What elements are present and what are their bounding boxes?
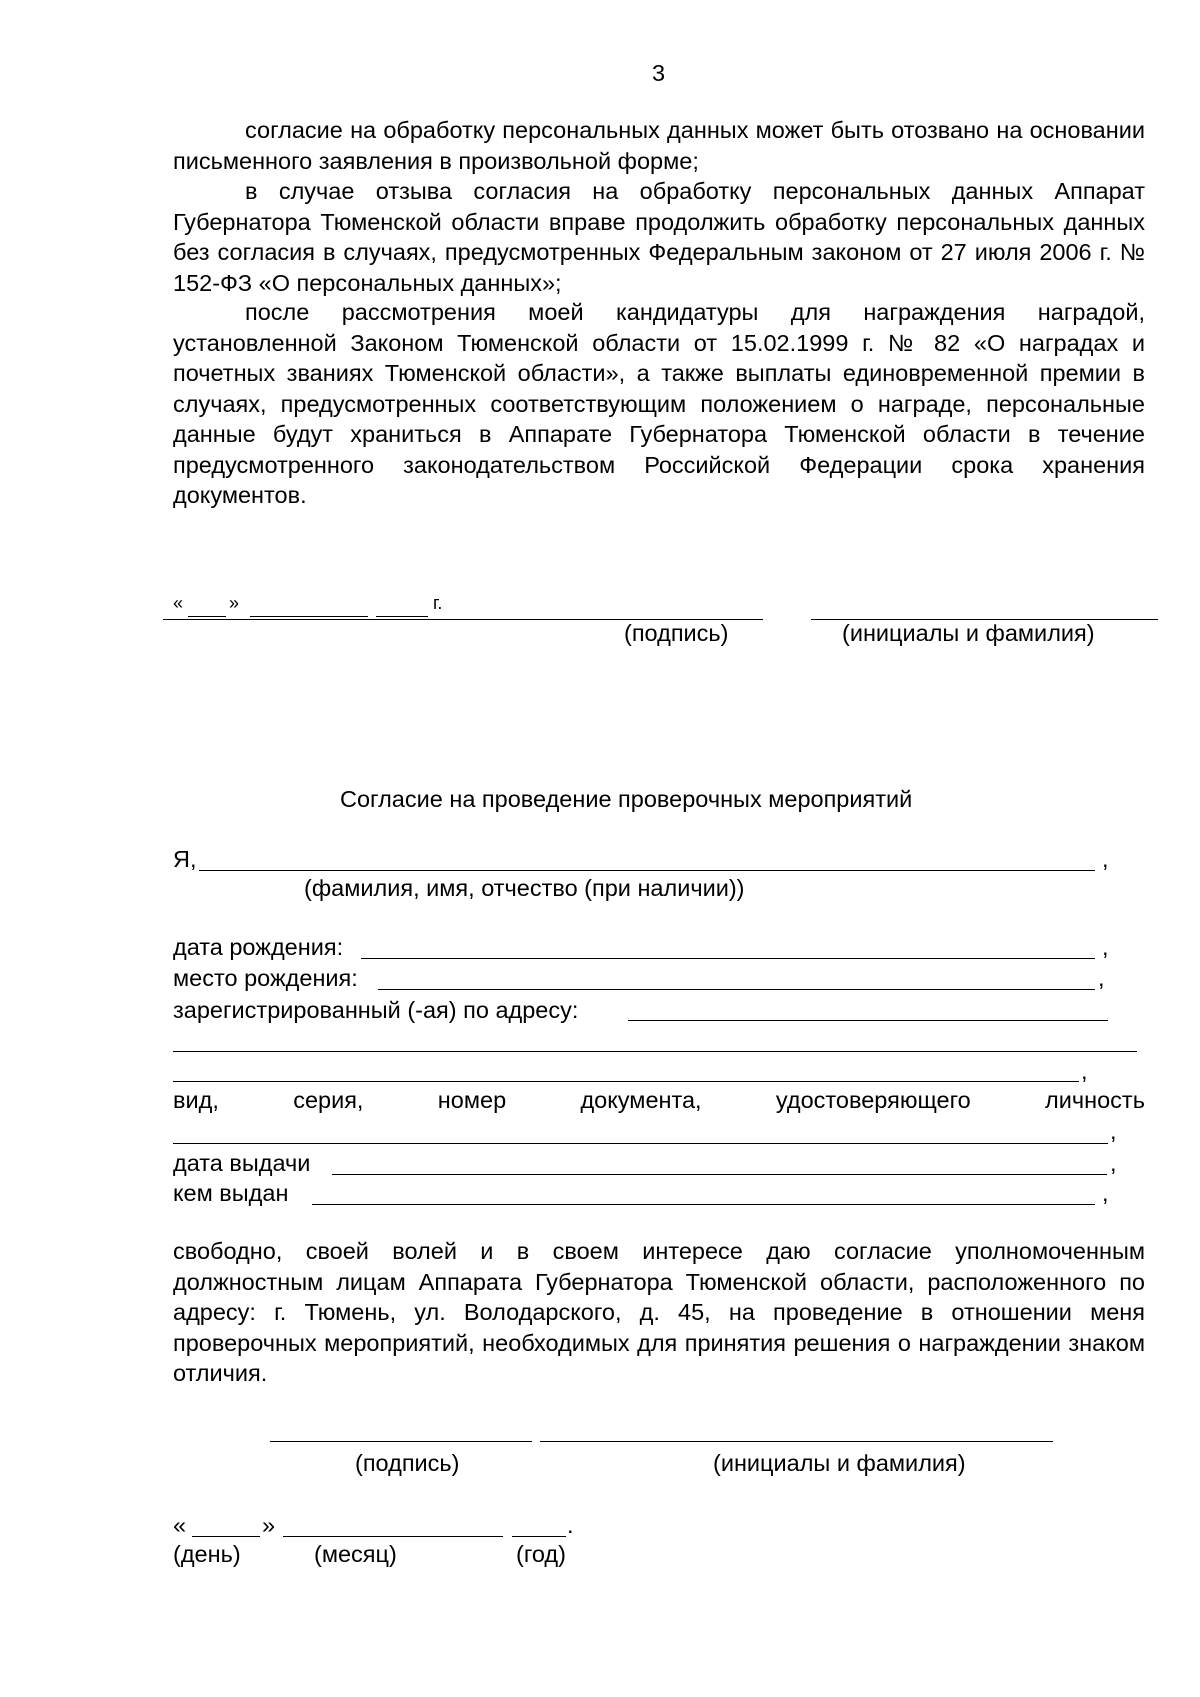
date-quote-open-2: « <box>173 1512 187 1538</box>
verification-title: Согласие на проведение проверочных мероприятий <box>340 786 913 812</box>
id-document-comma: , <box>1110 1118 1117 1144</box>
name-caption-1: (инициалы и фамилия) <box>842 620 1095 646</box>
consent-term-storage: после рассмотрения моей кандидатуры для награждения наградой, установленной Законом Тюменской области от 15.02.1999 г. № 82 «О наградах и почетных званиях Тюменской области», а также выплаты единовременной премии в случаях, предусмотренных соответствующим положением о награде, персональные данные будут храниться в Аппарате Губернатора Тюменской области в течение предусмотренного законодательством Российской Федерации срока хранения документов. <box>173 299 1145 508</box>
issue-date-comma: , <box>1110 1150 1117 1176</box>
issue-date-label: дата выдачи <box>173 1150 311 1176</box>
id-word: документа, <box>580 1087 702 1113</box>
day-caption: (день) <box>173 1541 241 1567</box>
i-label: Я, <box>173 846 197 872</box>
year-field[interactable] <box>512 1536 566 1537</box>
date-quote-open: « <box>173 593 184 613</box>
date-quote-close: » <box>229 593 240 613</box>
id-word: номер <box>437 1087 507 1113</box>
fio-caption: (фамилия, имя, отчество (при наличии)) <box>304 875 745 901</box>
birth-place-field[interactable] <box>378 989 1095 990</box>
issued-by-label: кем выдан <box>173 1180 289 1206</box>
id-document-label <box>173 1087 1145 1114</box>
month-field[interactable] <box>283 1536 503 1537</box>
month-blank[interactable] <box>250 616 368 617</box>
verification-consent-text: свободно, своей волей и в своем интересе даю согласие уполномоченным должностным лицам Аппарата Губернатора Тюменской области, расположенного по адресу: г. Тюмень, ул. Володарского, д. 45, на проведение в отношении меня проверочных мероприятий, необходимых для принятия решения о награждении знаком отличия. <box>173 1238 1145 1386</box>
fio-comma: , <box>1102 846 1109 872</box>
consent-term-continued-processing: в случае отзыва согласия на обработку персональных данных Аппарат Губернатора Тюменской области вправе продолжить обработку персональных данных без согласия в случаях, предусмотренных Федеральным законом от 27 июля 2006 г. № 152-ФЗ «О персональных данных»; <box>173 178 1145 296</box>
address-label: зарегистрированный (-ая) по адресу: <box>173 997 579 1023</box>
consent-term-revocation: согласие на обработку персональных данных может быть отозвано на основании письменного заявления в произвольной форме; <box>173 117 1145 174</box>
issue-date-field[interactable] <box>332 1174 1107 1175</box>
address-field[interactable] <box>628 1020 1108 1021</box>
id-word: серия, <box>293 1087 364 1113</box>
issued-by-field[interactable] <box>312 1204 1095 1205</box>
date-period: . <box>567 1512 574 1538</box>
id-word: личность <box>1045 1087 1145 1113</box>
id-word: вид, <box>173 1087 219 1113</box>
day-field[interactable] <box>192 1536 260 1537</box>
birth-date-label: дата рождения: <box>173 934 344 960</box>
issued-by-comma: , <box>1102 1180 1109 1206</box>
birth-place-comma: , <box>1098 965 1105 991</box>
address-comma: , <box>1081 1058 1088 1084</box>
birth-place-label: место рождения: <box>173 965 358 991</box>
year-suffix: г. <box>433 593 443 613</box>
fio-field[interactable] <box>199 870 1095 871</box>
year-caption: (год) <box>516 1541 566 1567</box>
birth-date-comma: , <box>1102 934 1109 960</box>
id-document-field[interactable] <box>173 1143 1108 1144</box>
year-blank[interactable] <box>376 616 428 617</box>
id-word: удостоверяющего <box>775 1087 971 1113</box>
date-quote-close-2: » <box>262 1512 276 1538</box>
day-blank[interactable] <box>188 616 226 617</box>
address-field-line-2[interactable] <box>173 1051 1137 1052</box>
signature-caption-1: (подпись) <box>624 620 729 646</box>
name-caption-2: (инициалы и фамилия) <box>713 1450 966 1476</box>
name-line-2[interactable] <box>540 1441 1053 1442</box>
signature-caption-2: (подпись) <box>355 1450 460 1476</box>
birth-date-field[interactable] <box>361 958 1095 959</box>
page-number: 3 <box>652 60 666 86</box>
address-field-line-3[interactable] <box>173 1081 1079 1082</box>
signature-line-2[interactable] <box>270 1441 532 1442</box>
month-caption: (месяц) <box>314 1541 397 1567</box>
